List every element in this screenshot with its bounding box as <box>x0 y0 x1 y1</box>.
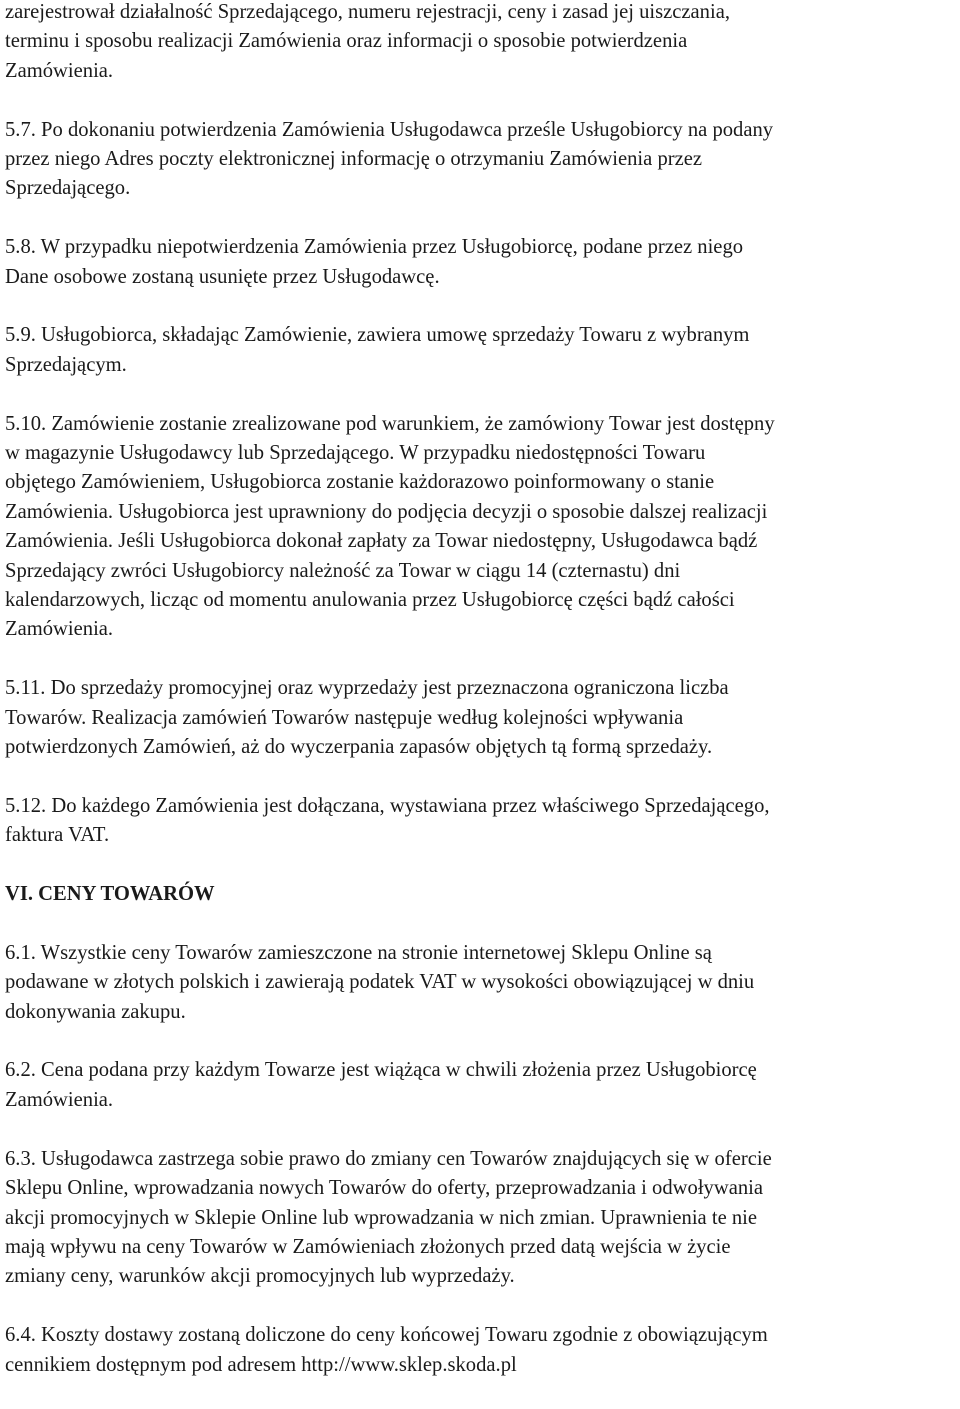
document-page <box>5 0 957 1409</box>
text-line: Towarów. Realizacja zamówień Towarów następuje według kolejności wpływania <box>5 706 684 729</box>
text-line: akcji promocyjnych w Sklepie Online lub wprowadzania w nich zmian. Uprawnienia te nie <box>5 1206 758 1229</box>
paragraph-5-6-continuation <box>5 0 957 86</box>
text-line: 6.4. Koszty dostawy zostaną doliczone do ceny końcowej Towaru zgodnie z obowiązującym <box>5 1324 768 1347</box>
text-line: cennikiem dostępnym pod adresem http://www.sklep.skoda.pl <box>5 1353 517 1376</box>
text-line: 5.10. Zamówienie zostanie zrealizowane pod warunkiem, że zamówiony Towar jest dostępny <box>5 412 775 435</box>
text-line: 5.11. Do sprzedaży promocyjnej oraz wyprzedaży jest przeznaczona ograniczona liczba <box>5 677 729 700</box>
text-line: w magazynie Usługodawcy lub Sprzedającego. W przypadku niedostępności Towaru <box>5 442 706 465</box>
text-line: Zamówienia. Jeśli Usługobiorca dokonał zapłaty za Towar niedostępny, Usługodawca bądź <box>5 530 758 553</box>
paragraph-6-3 <box>5 1145 957 1292</box>
text-line: Zamówienia. <box>5 1088 114 1111</box>
text-line: Sklepu Online, wprowadzania nowych Towarów do oferty, przeprowadzania i odwoływania <box>5 1177 764 1200</box>
text-line: podawane w złotych polskich i zawierają podatek VAT w wysokości obowiązującej w dniu <box>5 971 755 994</box>
text-line: przez niego Adres poczty elektronicznej informację o otrzymaniu Zamówienia przez <box>5 148 703 171</box>
text-line: 6.1. Wszystkie ceny Towarów zamieszczone na stronie internetowej Sklepu Online są <box>5 941 712 964</box>
paragraph-5-7 <box>5 116 957 204</box>
text-line: 5.9. Usługobiorca, składając Zamówienie, zawiera umowę sprzedaży Towaru z wybranym <box>5 324 750 347</box>
text-line: dokonywania zakupu. <box>5 1000 186 1023</box>
text-line: Zamówienia. <box>5 618 114 641</box>
section-heading: VI. CENY TOWARÓW <box>5 883 215 906</box>
text-line: Sprzedającego. <box>5 177 131 200</box>
text-line: Sprzedającym. <box>5 353 127 376</box>
text-line: 5.8. W przypadku niepotwierdzenia Zamówienia przez Usługobiorcę, podane przez niego <box>5 236 744 259</box>
text-line: Dane osobowe zostaną usunięte przez Usługodawcę. <box>5 265 440 288</box>
text-line: 6.2. Cena podana przy każdym Towarze jest wiążąca w chwili złożenia przez Usługobiorcę <box>5 1059 757 1082</box>
paragraph-6-1 <box>5 939 957 1027</box>
text-line: faktura VAT. <box>5 824 110 847</box>
paragraph-5-9 <box>5 321 957 380</box>
paragraph-5-10 <box>5 410 957 645</box>
text-line: 5.7. Po dokonaniu potwierdzenia Zamówienia Usługodawca prześle Usługobiorcy na podany <box>5 118 774 141</box>
paragraph-6-2 <box>5 1056 957 1115</box>
paragraph-5-11 <box>5 674 957 762</box>
paragraph-6-4 <box>5 1321 957 1380</box>
text-line: Sprzedający zwróci Usługobiorcy należność za Towar w ciągu 14 (czternastu) dni <box>5 559 681 582</box>
text-line: mają wpływu na ceny Towarów w Zamówieniach złożonych przed datą wejścia w życie <box>5 1235 731 1258</box>
text-line: potwierdzonych Zamówień, aż do wyczerpania zapasów objętych tą formą sprzedaży. <box>5 736 713 759</box>
text-line: kalendarzowych, licząc od momentu anulowania przez Usługobiorcę części bądź całości <box>5 589 735 612</box>
text-line: objętego Zamówieniem, Usługobiorca zostanie każdorazowo poinformowany o stanie <box>5 471 715 494</box>
text-line: Zamówienia. Usługobiorca jest uprawniony do podjęcia decyzji o sposobie dalszej realizacji <box>5 500 768 523</box>
text-line: 5.12. Do każdego Zamówienia jest dołączana, wystawiana przez właściwego Sprzedającego, <box>5 794 770 817</box>
text-line: 6.3. Usługodawca zastrzega sobie prawo do zmiany cen Towarów znajdujących się w ofercie <box>5 1147 772 1170</box>
text-line: Zamówienia. <box>5 59 114 82</box>
paragraph-5-8 <box>5 233 957 292</box>
paragraph-5-12 <box>5 792 957 851</box>
text-line: terminu i sposobu realizacji Zamówienia oraz informacji o sposobie potwierdzenia <box>5 30 688 53</box>
text-line: zarejestrował działalność Sprzedającego, numeru rejestracji, ceny i zasad jej uiszczania, <box>5 1 730 23</box>
text-line: zmiany ceny, warunków akcji promocyjnych lub wyprzedaży. <box>5 1265 515 1288</box>
